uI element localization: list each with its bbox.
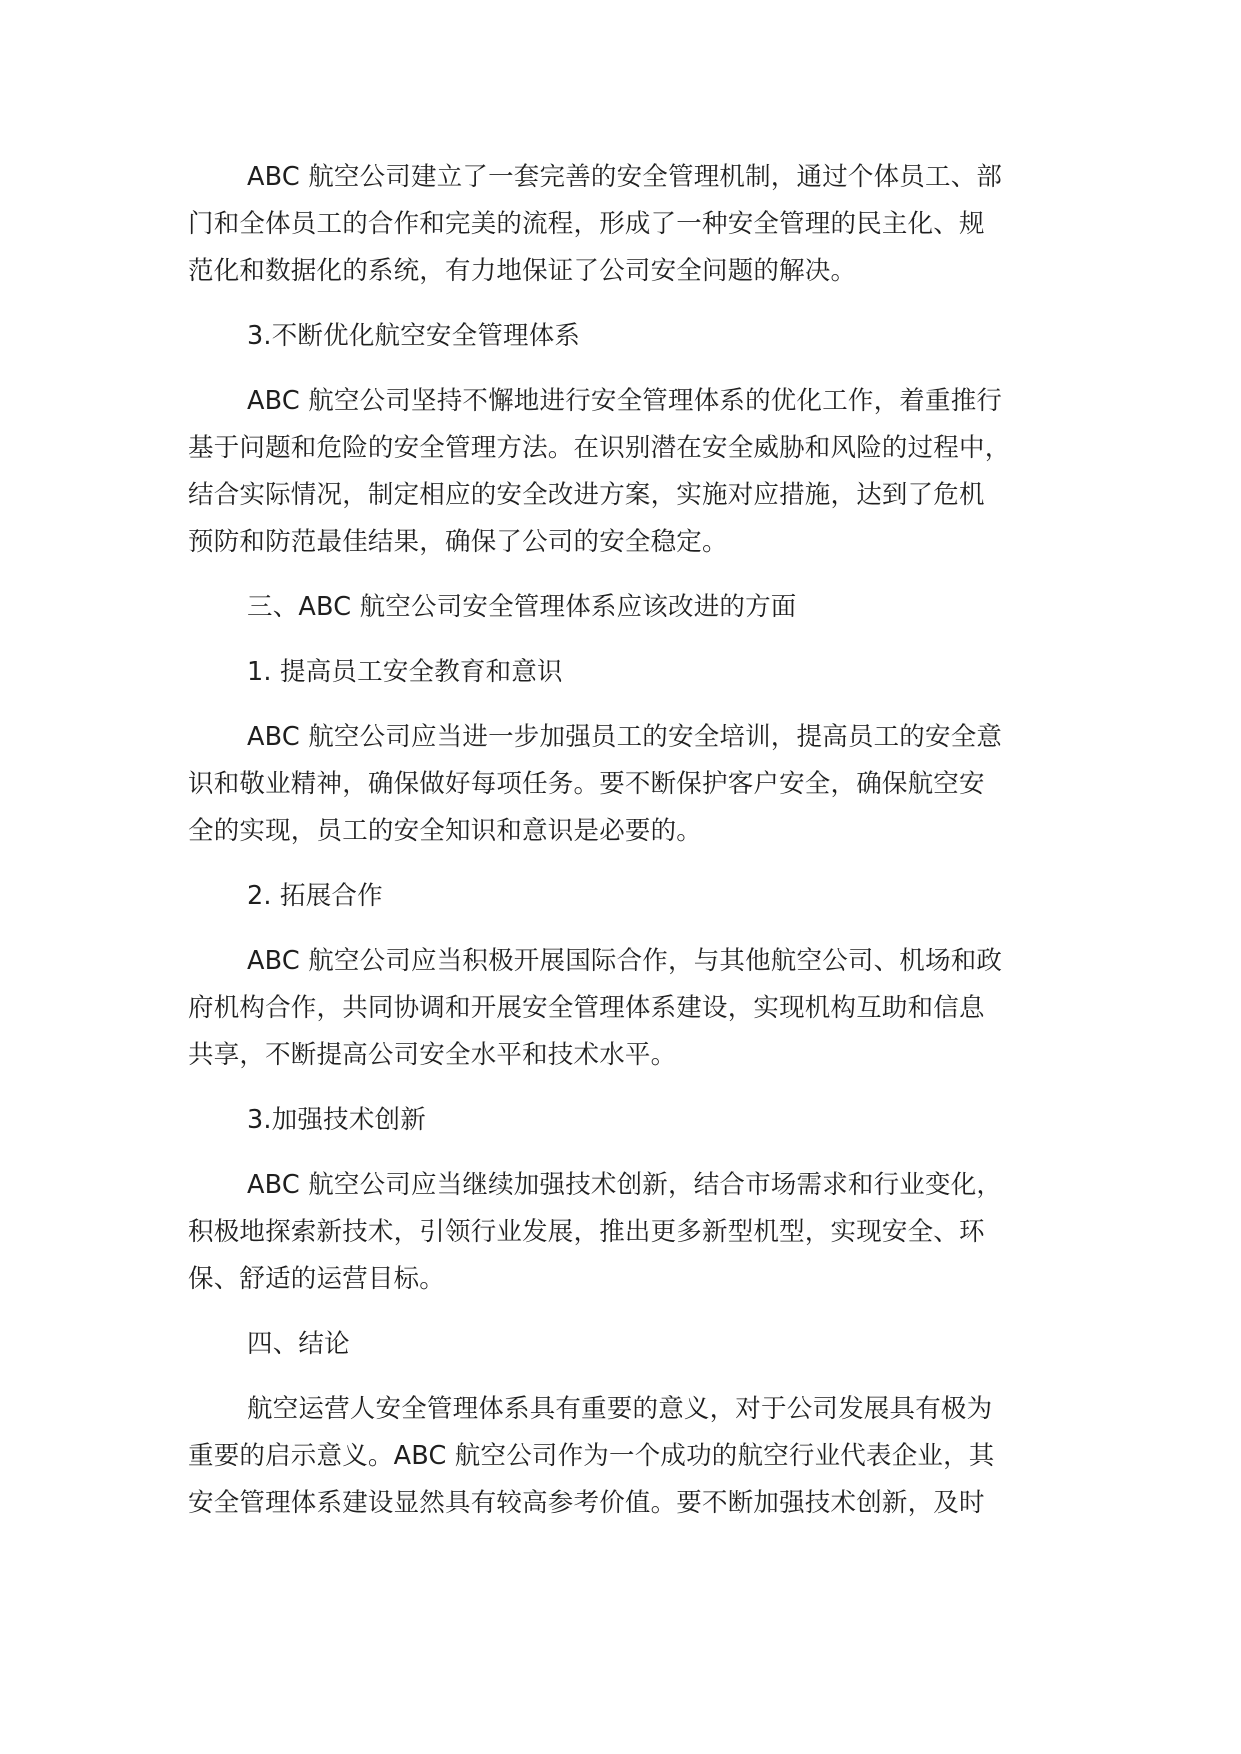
paragraph-tech-innovation: [188, 1162, 1048, 1303]
text-line: 范化和数据化的系统，有力地保证了公司安全问题的解决。: [188, 256, 857, 286]
text-line: ABC 航空公司坚持不懈地进行安全管理体系的优化工作，着重推行: [247, 386, 1003, 416]
text-line: 共享，不断提高公司安全水平和技术水平。: [188, 1040, 677, 1070]
heading-conclusion: [188, 1321, 1048, 1368]
heading-section-three: [188, 584, 1048, 631]
document-body: [188, 154, 1048, 1545]
heading-text: 2. 拓展合作: [247, 881, 383, 911]
text-line: ABC 航空公司应当继续加强技术创新，结合市场需求和行业变化，: [247, 1170, 1003, 1200]
text-line: 府机构合作，共同协调和开展安全管理体系建设，实现机构互助和信息: [188, 993, 985, 1023]
paragraph-conclusion: [188, 1386, 1048, 1527]
text-line: 保、舒适的运营目标。: [188, 1264, 446, 1294]
text-line: 航空运营人安全管理体系具有重要的意义，对于公司发展具有极为: [247, 1394, 993, 1424]
paragraph-expand-cooperation: [188, 938, 1048, 1079]
text-line: 安全管理体系建设显然具有较高参考价值。要不断加强技术创新，及时: [188, 1488, 985, 1518]
heading-text: 三、ABC 航空公司安全管理体系应该改进的方面: [247, 592, 797, 622]
text-line: 基于问题和危险的安全管理方法。在识别潜在安全威胁和风险的过程中，: [188, 433, 1011, 463]
heading-employee-education: [188, 649, 1048, 696]
heading-text: 3.不断优化航空安全管理体系: [247, 321, 581, 351]
text-line: 识和敬业精神，确保做好每项任务。要不断保护客户安全，确保航空安: [188, 769, 985, 799]
heading-text: 1. 提高员工安全教育和意识: [247, 657, 563, 687]
text-line: ABC 航空公司应当进一步加强员工的安全培训，提高员工的安全意: [247, 722, 1003, 752]
text-line: 重要的启示意义。ABC 航空公司作为一个成功的航空行业代表企业，其: [188, 1441, 995, 1471]
paragraph-safety-mechanism: [188, 154, 1048, 295]
heading-text: 四、结论: [247, 1329, 350, 1359]
paragraph-employee-education: [188, 714, 1048, 855]
text-line: 预防和防范最佳结果，确保了公司的安全稳定。: [188, 527, 728, 557]
text-line: 全的实现，员工的安全知识和意识是必要的。: [188, 816, 703, 846]
heading-tech-innovation: [188, 1097, 1048, 1144]
text-line: ABC 航空公司建立了一套完善的安全管理机制，通过个体员工、部: [247, 162, 1003, 192]
text-line: 门和全体员工的合作和完美的流程，形成了一种安全管理的民主化、规: [188, 209, 985, 239]
text-line: 结合实际情况，制定相应的安全改进方案，实施对应措施，达到了危机: [188, 480, 985, 510]
paragraph-optimize-system: [188, 378, 1048, 566]
text-line: 积极地探索新技术，引领行业发展，推出更多新型机型，实现安全、环: [188, 1217, 985, 1247]
heading-optimize-system: [188, 313, 1048, 360]
text-line: ABC 航空公司应当积极开展国际合作，与其他航空公司、机场和政: [247, 946, 1003, 976]
heading-text: 3.加强技术创新: [247, 1105, 426, 1135]
heading-expand-cooperation: [188, 873, 1048, 920]
